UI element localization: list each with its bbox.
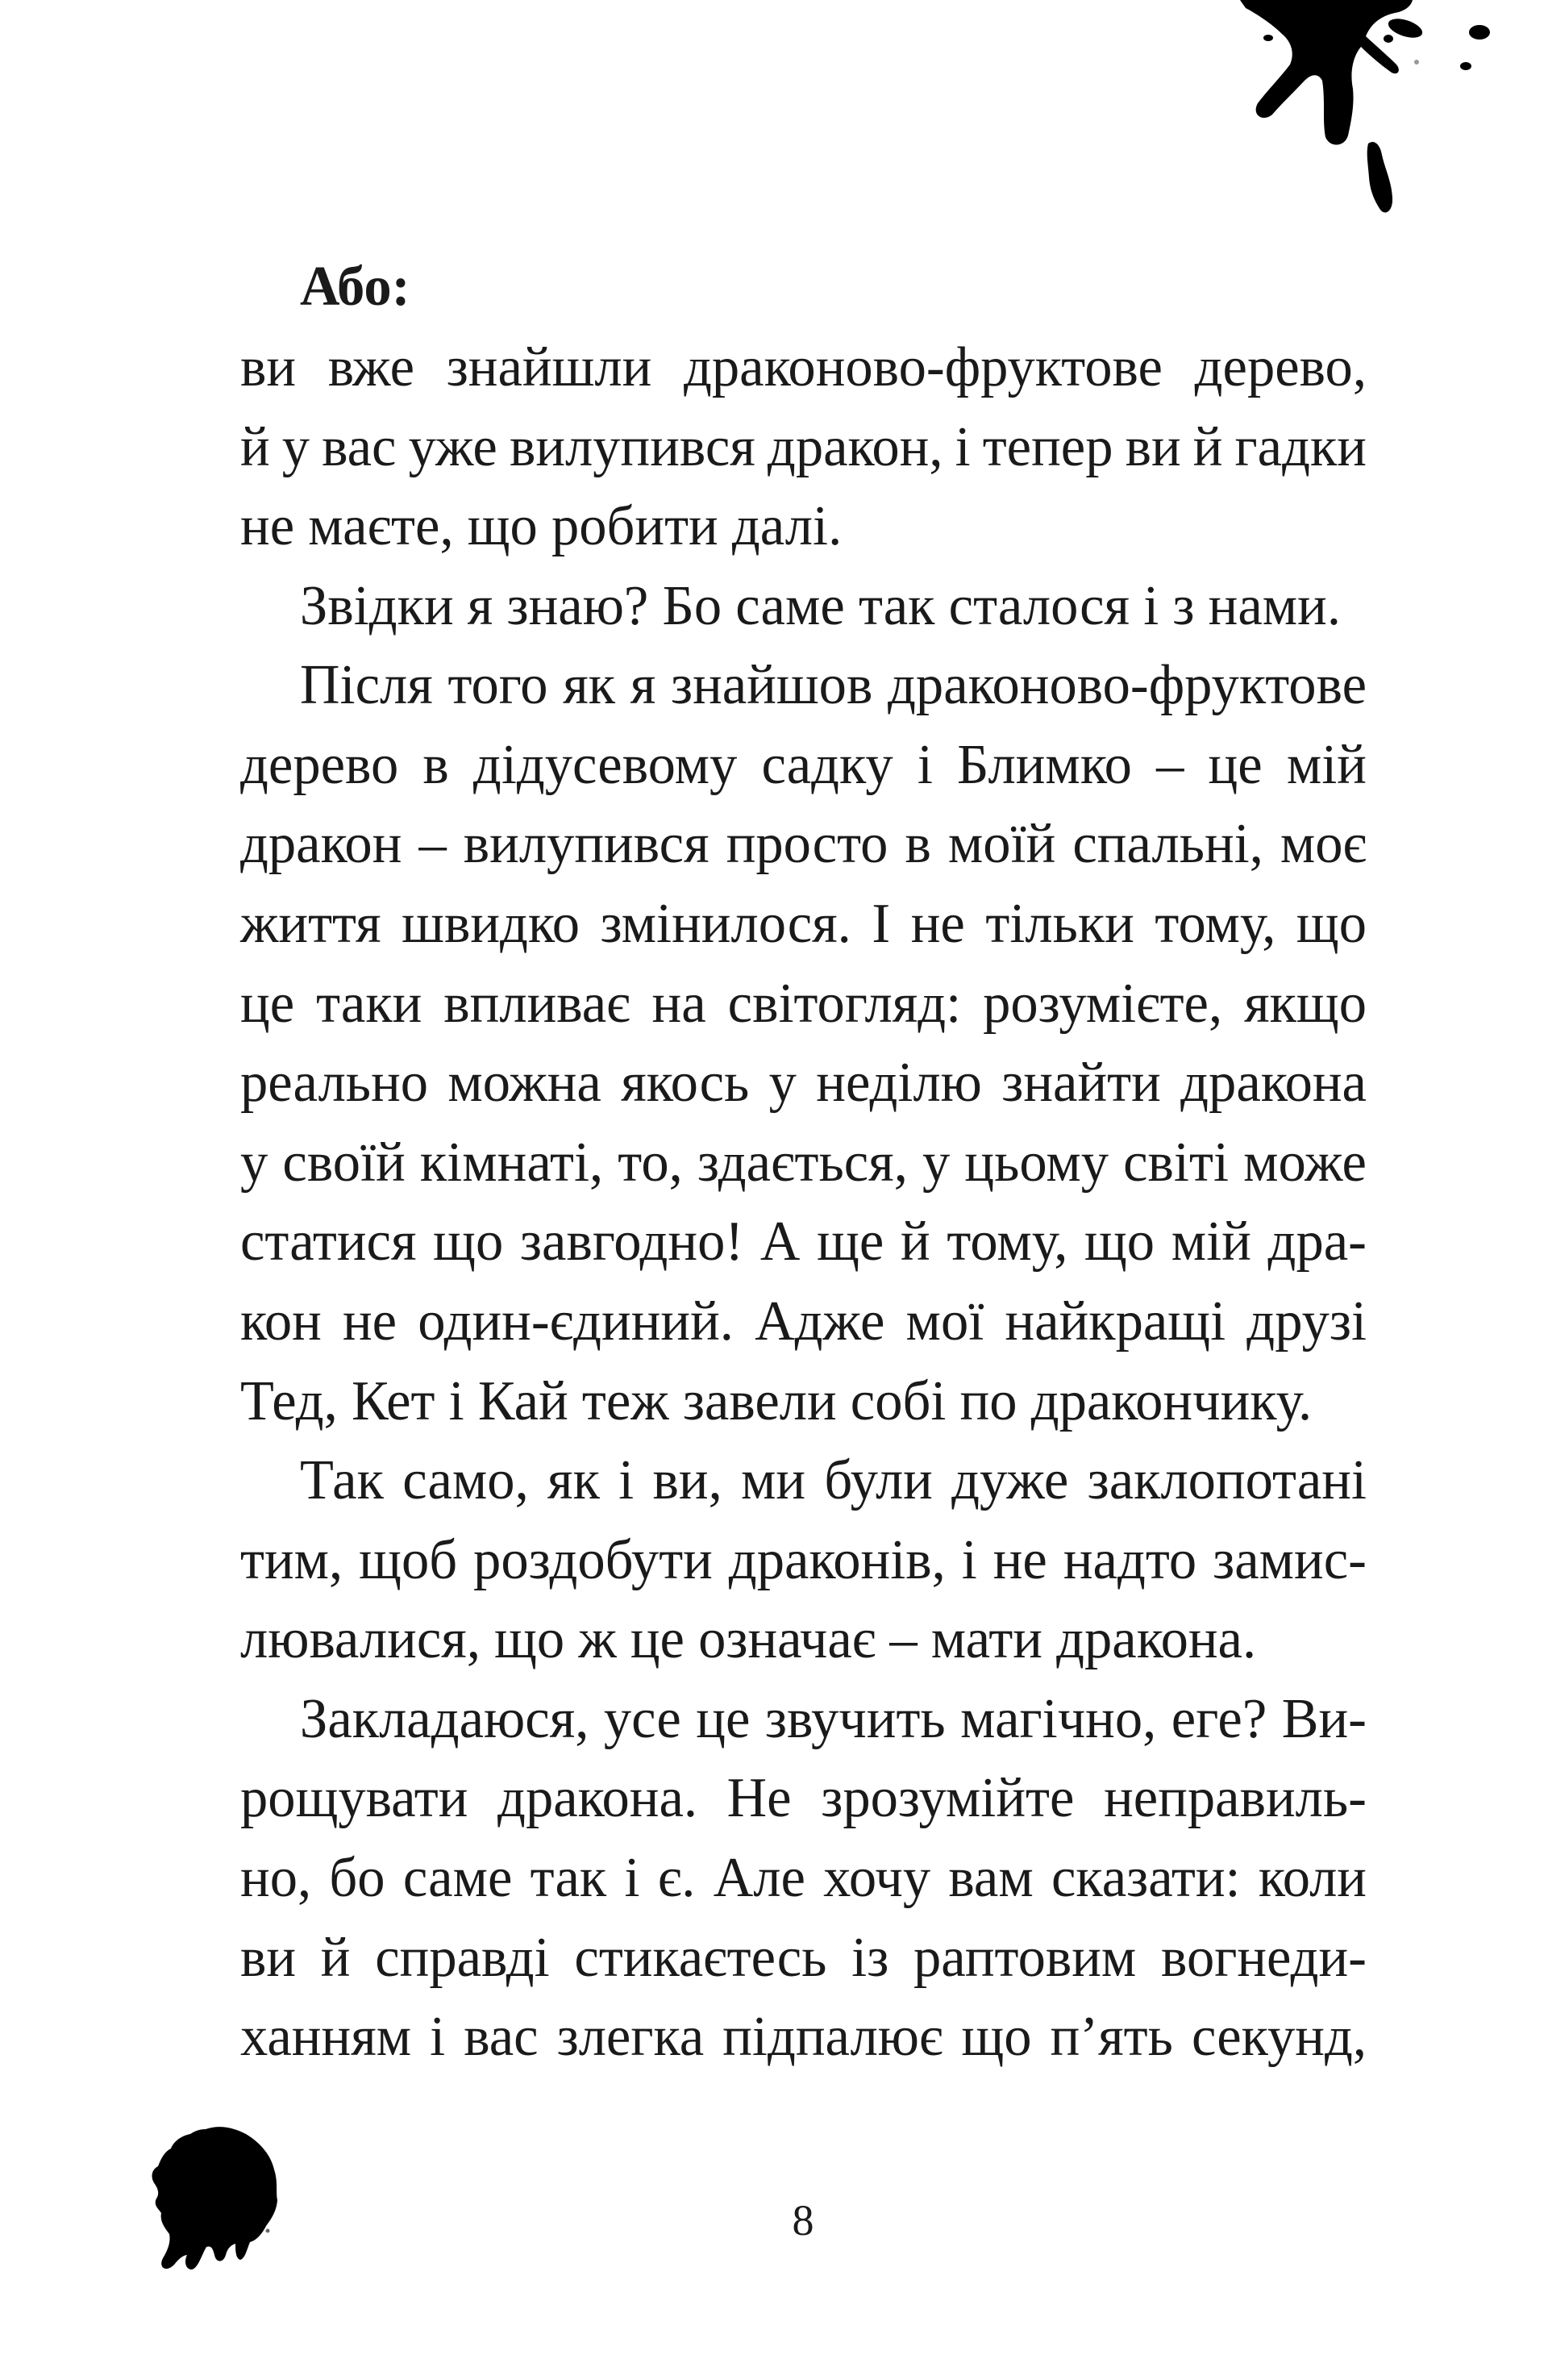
text-line: Закладаюся, усе це звучить магічно, еге? Ви- [300,1688,1367,1750]
text-line: кон не один-єдиний. Адже мої найкращі друзі [240,1290,1367,1353]
ink-splatter-icon [1193,0,1548,234]
heading-text: Або: [300,256,410,318]
text-line: Звідки я знаю? Бо саме так сталося і з нами. [300,575,1341,637]
text-line: це таки впливає на світогляд: розумієте, якщо [240,973,1367,1035]
text-line: Тед, Кет і Кай теж завели собі по дракончику. [240,1370,1313,1432]
text-line: життя швидко змінилося. І не тільки тому, що [240,893,1367,955]
text-line: статися що завгодно! А ще й тому, що мій дра- [240,1211,1367,1273]
text-line: ви й справді стикаєтесь із раптовим вогнеди- [240,1927,1367,1989]
section-heading [300,255,410,319]
text-line: Так само, як і ви, ми були дуже заклопотані [300,1449,1367,1511]
text-line: лювалися, що ж це означає – мати дракона. [240,1608,1257,1670]
text-line: но, бо саме так і є. Але хочу вам сказати: коли [240,1847,1367,1909]
text-line: дракон – вилупився просто в моїй спальні, моє [240,813,1367,875]
text-line: Після того як я знайшов драконово-фруктове [300,654,1367,716]
text-line: ви вже знайшли драконово-фруктове дерево, [240,336,1367,398]
text-line: рощувати дракона. Не зрозумійте неправиль- [240,1767,1367,1829]
text-line: й у вас уже вилупився дракон, і тепер ви й гадки [240,416,1367,478]
page-number: 8 [792,2196,814,2245]
ink-blot-icon [137,2117,290,2282]
text-line: дерево в дідусевому садку і Блимко – це мій [240,734,1367,796]
text-line: не маєте, що робити далі. [240,495,843,557]
text-line: у своїй кімнаті, то, здається, у цьому світі може [240,1132,1367,1194]
text-line: ханням і вас злегка підпалює що п’ять секунд, [240,2006,1367,2068]
text-line: тим, щоб роздобути драконів, і не надто замис- [240,1529,1367,1591]
text-line: реально можна якось у неділю знайти дракона [240,1052,1367,1114]
